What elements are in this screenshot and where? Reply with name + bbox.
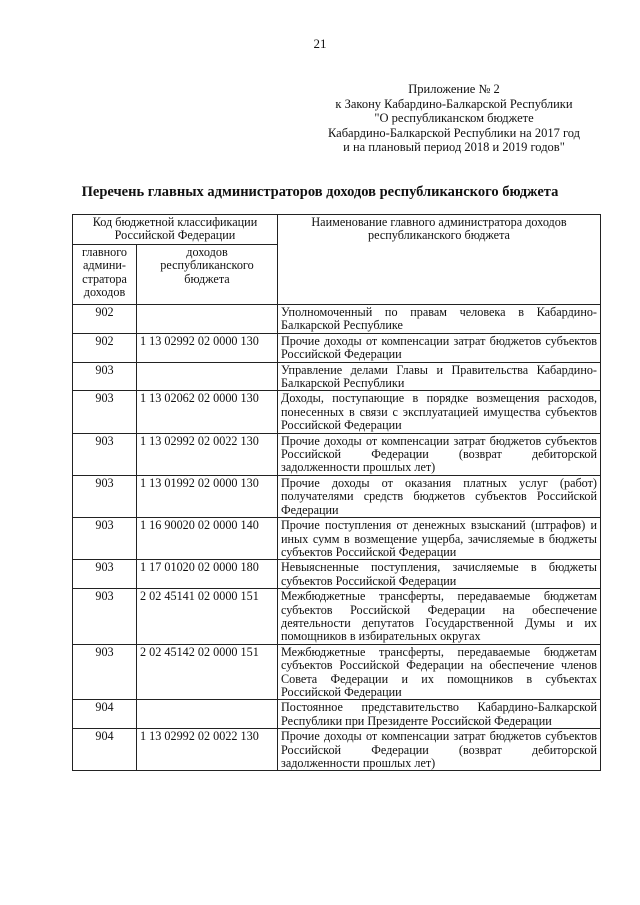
appendix-line: "О республиканском бюджете bbox=[374, 111, 534, 125]
table-row bbox=[73, 729, 601, 771]
cell-income-name: Управление делами Главы и Правительства Кабардино-Балкарской Республики bbox=[278, 362, 601, 391]
table-row bbox=[73, 305, 601, 334]
document-title: Перечень главных администраторов доходов республиканского бюджета bbox=[81, 184, 559, 200]
table-body bbox=[73, 305, 601, 771]
cell-income-name: Прочие доходы от компенсации затрат бюджетов субъектов Российской Федерации bbox=[278, 333, 601, 362]
cell-income-code: 1 13 02062 02 0000 130 bbox=[137, 391, 278, 433]
appendix-line: и на плановый период 2018 и 2019 годов" bbox=[343, 140, 565, 154]
header-main-administrator: главного админи-стратора доходов bbox=[73, 245, 137, 305]
cell-income-code: 1 13 02992 02 0022 130 bbox=[137, 729, 278, 771]
cell-admin-code: 902 bbox=[73, 333, 137, 362]
administrators-table bbox=[72, 214, 601, 771]
table-row bbox=[73, 391, 601, 433]
table-row bbox=[73, 700, 601, 729]
cell-income-name: Межбюджетные трансферты, передаваемые бюджетам субъектов Российской Федерации на обеспечение членов Совета Федерации и их помощников в субъектах Российской Федерации bbox=[278, 644, 601, 700]
cell-income-name: Прочие доходы от компенсации затрат бюджетов субъектов Российской Федерации (возврат дебиторской задолженности прошлых лет) bbox=[278, 729, 601, 771]
table-row bbox=[73, 433, 601, 475]
cell-admin-code: 903 bbox=[73, 560, 137, 589]
cell-income-code: 1 17 01020 02 0000 180 bbox=[137, 560, 278, 589]
cell-admin-code: 903 bbox=[73, 589, 137, 645]
cell-admin-code: 903 bbox=[73, 391, 137, 433]
cell-income-name: Доходы, поступающие в порядке возмещения расходов, понесенных в связи с эксплуатацией имущества субъектов Российской Федерации bbox=[278, 391, 601, 433]
header-administrator-name: Наименование главного администратора доходов республиканского бюджета bbox=[278, 215, 601, 305]
table-row bbox=[73, 589, 601, 645]
cell-admin-code: 902 bbox=[73, 305, 137, 334]
table-row bbox=[73, 518, 601, 560]
table-header-row bbox=[73, 215, 601, 245]
cell-income-code: 2 02 45141 02 0000 151 bbox=[137, 589, 278, 645]
cell-income-name: Постоянное представительство Кабардино-Балкарской Республики при Президенте Российской Федерации bbox=[278, 700, 601, 729]
cell-admin-code: 903 bbox=[73, 518, 137, 560]
cell-income-code: 1 13 02992 02 0022 130 bbox=[137, 433, 278, 475]
cell-admin-code: 903 bbox=[73, 475, 137, 517]
cell-admin-code: 903 bbox=[73, 644, 137, 700]
appendix-line: к Закону Кабардино-Балкарской Республики bbox=[335, 96, 573, 111]
cell-income-name: Прочие поступления от денежных взысканий (штрафов) и иных сумм в возмещение ущерба, зачисляемые в бюджеты субъектов Российской Федерации bbox=[278, 518, 601, 560]
appendix-line: Приложение № 2 bbox=[408, 82, 500, 96]
cell-admin-code: 903 bbox=[73, 362, 137, 391]
appendix-block bbox=[304, 82, 604, 155]
header-income-code: доходов республиканского бюджета bbox=[137, 245, 278, 305]
cell-income-code bbox=[137, 362, 278, 391]
cell-income-code: 1 16 90020 02 0000 140 bbox=[137, 518, 278, 560]
table-row bbox=[73, 644, 601, 700]
cell-income-code: 2 02 45142 02 0000 151 bbox=[137, 644, 278, 700]
table-row bbox=[73, 560, 601, 589]
cell-income-name: Прочие доходы от оказания платных услуг (работ) получателями средств бюджетов субъектов Российской Федерации bbox=[278, 475, 601, 517]
cell-income-code: 1 13 02992 02 0000 130 bbox=[137, 333, 278, 362]
cell-admin-code: 904 bbox=[73, 700, 137, 729]
cell-income-name: Прочие доходы от компенсации затрат бюджетов субъектов Российской Федерации (возврат дебиторской задолженности прошлых лет) bbox=[278, 433, 601, 475]
cell-income-name: Уполномоченный по правам человека в Кабардино-Балкарской Республике bbox=[278, 305, 601, 334]
cell-income-code: 1 13 01992 02 0000 130 bbox=[137, 475, 278, 517]
cell-income-name: Невыясненные поступления, зачисляемые в бюджеты субъектов Российской Федерации bbox=[278, 560, 601, 589]
table-row bbox=[73, 475, 601, 517]
table-row bbox=[73, 362, 601, 391]
cell-admin-code: 904 bbox=[73, 729, 137, 771]
header-budget-classification: Код бюджетной классификации Российской Федерации bbox=[73, 215, 278, 245]
table-row bbox=[73, 333, 601, 362]
appendix-line: Кабардино-Балкарской Республики на 2017 год bbox=[327, 125, 581, 140]
page-number: 21 bbox=[313, 36, 327, 51]
cell-income-code bbox=[137, 700, 278, 729]
cell-income-name: Межбюджетные трансферты, передаваемые бюджетам субъектов Российской Федерации на обеспечение деятельности депутатов Государственной Думы и их помощников в избирательных округах bbox=[278, 589, 601, 645]
cell-admin-code: 903 bbox=[73, 433, 137, 475]
cell-income-code bbox=[137, 305, 278, 334]
